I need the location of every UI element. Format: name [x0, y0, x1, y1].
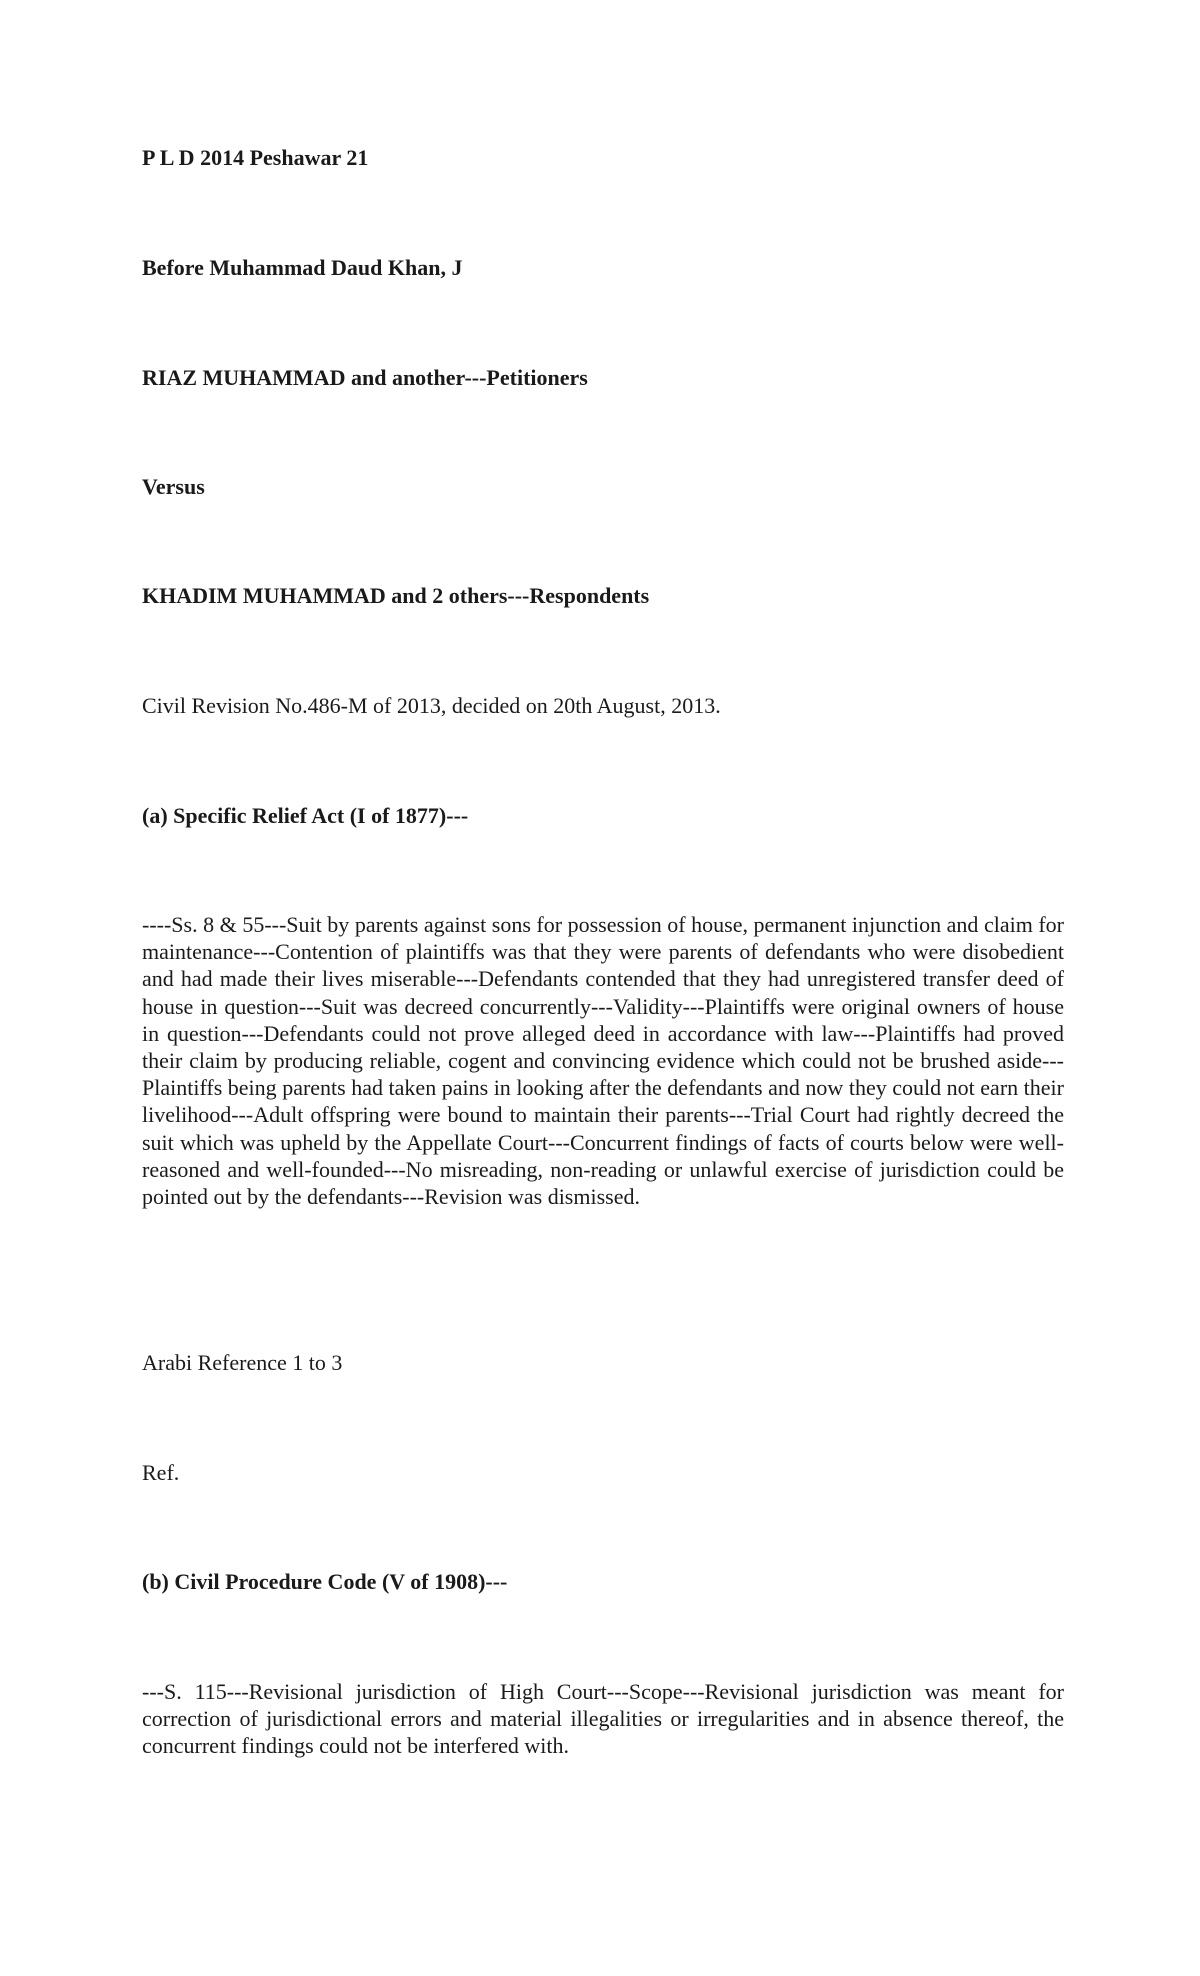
headnote-a-reference: Arabi Reference 1 to 3 — [142, 1350, 343, 1375]
headnote-a-ref: Ref. — [142, 1460, 180, 1485]
petitioners: RIAZ MUHAMMAD and another---Petitioners — [142, 365, 588, 390]
respondents: KHADIM MUHAMMAD and 2 others---Respondents — [142, 583, 650, 608]
headnote-b-body: ---S. 115---Revisional jurisdiction of High Court---Scope---Revisional jurisdiction was meant for correction of jurisdictional errors and material illegalities or irregularities and in absence thereof, the concurrent findings could not be interfered with. — [142, 1679, 1064, 1759]
citation: P L D 2014 Peshawar 21 — [142, 145, 369, 170]
headnote-a-heading: (a) Specific Relief Act (I of 1877)--- — [142, 803, 469, 828]
case-info: Civil Revision No.486-M of 2013, decided on 20th August, 2013. — [142, 693, 721, 718]
headnote-b-heading: (b) Civil Procedure Code (V of 1908)--- — [142, 1569, 508, 1594]
versus: Versus — [142, 474, 205, 499]
headnote-a-body: ----Ss. 8 & 55---Suit by parents against sons for possession of house, permanent injunction and claim for maintenance---Contention of plaintiffs was that they were parents of defendants who were disobedient and had made their lives miserable---Defendants contended that they had unregistered transfer deed of house in question---Suit was decreed concurrently---Validity---Plaintiffs were original owners of house in question---Defendants could not prove alleged deed in accordance with law---Plaintiffs had proved their claim by producing reliable, cogent and convincing evidence which could not be brushed aside---Plaintiffs being parents had taken pains in looking after the defendants and now they could not earn their livelihood---Adult offspring were bound to maintain their parents---Trial Court had rightly decreed the suit which was upheld by the Appellate Court---Concurrent findings of facts of courts below were well-reasoned and well-founded---No misreading, non-reading or unlawful exercise of jurisdiction could be pointed out by the defendants---Revision was dismissed. — [142, 912, 1064, 1210]
bench: Before Muhammad Daud Khan, J — [142, 255, 463, 280]
